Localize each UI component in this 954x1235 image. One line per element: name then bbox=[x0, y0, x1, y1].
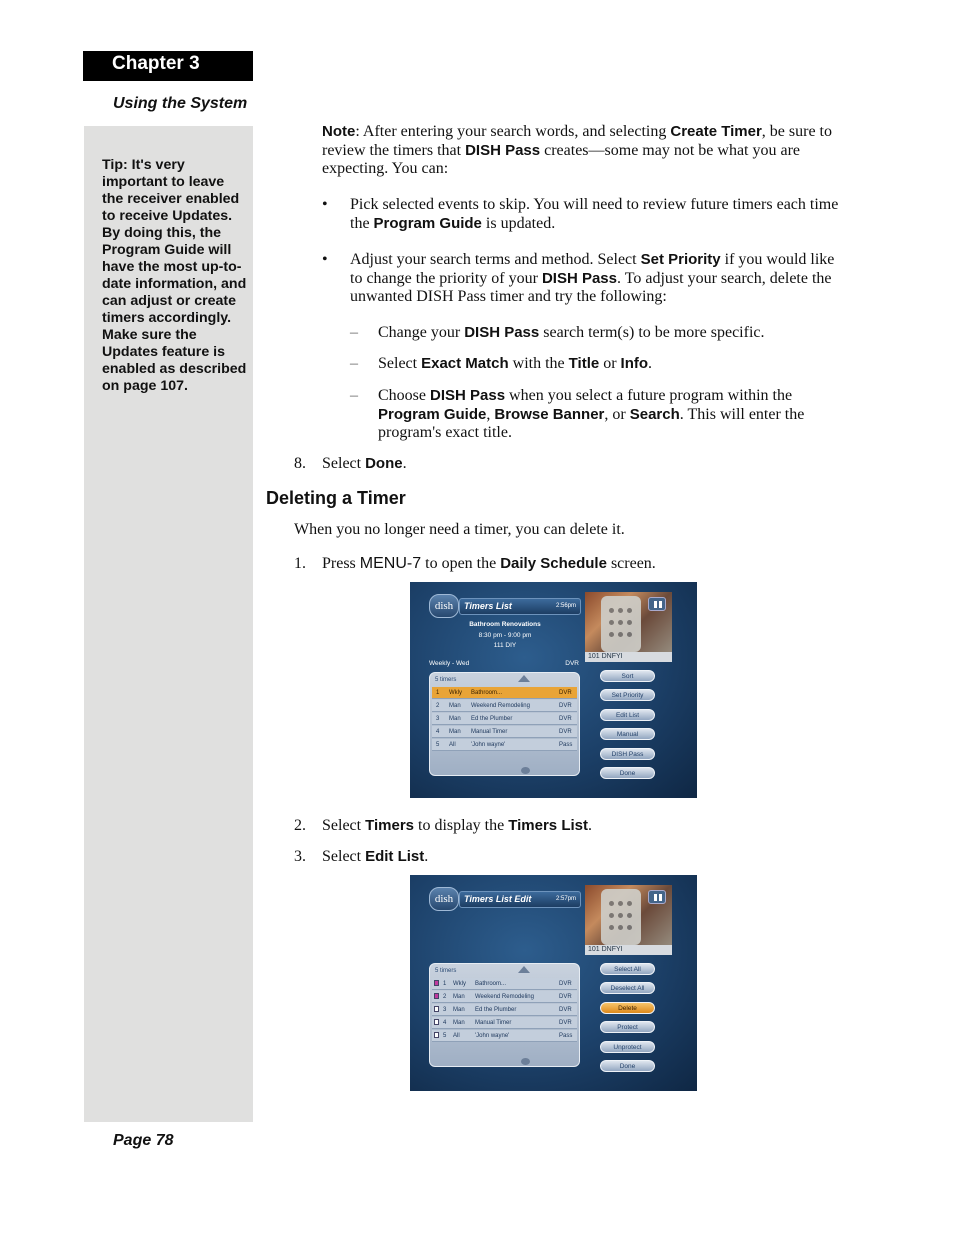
row-number: 1 bbox=[436, 690, 440, 696]
channel-label: 101 DNFYI bbox=[585, 652, 672, 662]
timer-count: 5 timers bbox=[435, 677, 457, 683]
program-name: Bathroom Renovations bbox=[469, 621, 541, 628]
table-row[interactable] bbox=[432, 687, 577, 699]
dash-mark: – bbox=[350, 387, 358, 404]
table-row[interactable] bbox=[432, 978, 577, 990]
sub-text: when you select a future program within the bbox=[505, 387, 793, 404]
bullet-mark: • bbox=[322, 251, 328, 268]
sub-text: . bbox=[648, 355, 653, 372]
table-row[interactable] bbox=[432, 1004, 577, 1016]
timers-list-screenshot bbox=[410, 582, 697, 798]
frequency-label: Weekly - Wed bbox=[429, 660, 470, 667]
done-button[interactable]: Done bbox=[600, 1060, 655, 1072]
browse-banner-term: Browse Banner bbox=[494, 405, 605, 423]
scroll-down-icon[interactable] bbox=[521, 1058, 530, 1065]
unprotect-button[interactable]: Unprotect bbox=[600, 1041, 655, 1053]
info-term: Info bbox=[620, 355, 649, 372]
timers-list-term: Timers List bbox=[508, 817, 588, 834]
pause-icon bbox=[648, 890, 666, 904]
bullet-text: . To adjust your search, delete the unwanted DISH Pass timer and try the following: bbox=[350, 269, 832, 305]
row-frequency: Man bbox=[453, 1007, 465, 1013]
timers-term: Timers bbox=[365, 817, 415, 834]
sub-text: with the bbox=[508, 355, 569, 372]
step-text: Select bbox=[322, 817, 366, 834]
chapter-tab bbox=[83, 51, 253, 81]
scroll-up-icon[interactable] bbox=[518, 966, 530, 973]
scroll-down-icon[interactable] bbox=[521, 767, 530, 774]
edit-list-term: Edit List bbox=[365, 848, 425, 865]
row-number: 4 bbox=[436, 729, 440, 735]
step-text: Select bbox=[322, 848, 366, 865]
row-number: 5 bbox=[443, 1033, 447, 1039]
bullet-text: if you would like to change the priority of your bbox=[350, 251, 835, 287]
type-tag: DVR bbox=[565, 660, 579, 667]
row-type: DVR bbox=[559, 1007, 572, 1013]
screen-titlebar bbox=[459, 891, 581, 908]
step-item bbox=[322, 848, 822, 867]
step-number: 3. bbox=[294, 848, 306, 865]
delete-button[interactable]: Delete bbox=[600, 1002, 655, 1014]
row-type: DVR bbox=[559, 703, 572, 709]
row-frequency: Wkly bbox=[453, 981, 466, 987]
checkbox-icon[interactable] bbox=[434, 993, 439, 999]
create-timer-term: Create Timer bbox=[670, 123, 762, 140]
row-number: 2 bbox=[443, 994, 447, 1000]
table-row[interactable] bbox=[432, 991, 577, 1003]
program-guide-term: Program Guide bbox=[378, 405, 487, 423]
step-text: . bbox=[424, 848, 429, 865]
row-frequency: All bbox=[453, 1033, 460, 1039]
timer-frequency bbox=[429, 660, 579, 667]
intro-paragraph: When you no longer need a timer, you can delete it. bbox=[294, 521, 625, 538]
screen-title: Timers List bbox=[464, 601, 512, 611]
sub-text: Change your bbox=[378, 324, 465, 341]
sub-text: Choose bbox=[378, 387, 430, 404]
row-name: Ed the Plumber bbox=[475, 1007, 517, 1013]
sidebar-tip: Tip: It's very important to leave the receiver enabled to receive Updates. By doing this, the Program Guide will have the most up-to-date information, and can adjust or create timers accordingly. Make sure the Updates feature is enabled as described on page 107. bbox=[102, 157, 247, 394]
step-text: . bbox=[588, 817, 592, 834]
row-type: DVR bbox=[559, 994, 572, 1000]
section-title: Using the System bbox=[113, 95, 248, 112]
table-row[interactable] bbox=[432, 726, 577, 738]
checkbox-icon[interactable] bbox=[434, 1019, 439, 1025]
picture-in-picture bbox=[585, 592, 672, 662]
row-type: DVR bbox=[559, 1020, 572, 1026]
row-type: DVR bbox=[559, 981, 572, 987]
dish-pass-button[interactable]: DISH Pass bbox=[600, 748, 655, 760]
note-text: , be sure to review the timers that bbox=[322, 123, 832, 159]
row-number: 4 bbox=[443, 1020, 447, 1026]
note-text: : After entering your search words, and selecting bbox=[355, 123, 671, 140]
chapter-label: Chapter 3 bbox=[112, 53, 200, 74]
checkbox-icon[interactable] bbox=[434, 980, 439, 986]
scroll-up-icon[interactable] bbox=[518, 675, 530, 682]
page-number: Page 78 bbox=[113, 1132, 174, 1149]
select-all-button[interactable]: Select All bbox=[600, 963, 655, 975]
step-number: 2. bbox=[294, 817, 306, 834]
protect-button[interactable]: Protect bbox=[600, 1021, 655, 1033]
sub-text: Select bbox=[378, 355, 422, 372]
row-frequency: Man bbox=[449, 729, 461, 735]
done-button[interactable]: Done bbox=[600, 767, 655, 779]
bullet-text: Pick selected events to skip. You will need to review future timers each time the bbox=[350, 196, 839, 232]
channel-label: 101 DNFYI bbox=[585, 945, 672, 955]
daily-schedule-term: Daily Schedule bbox=[500, 555, 607, 572]
row-type: DVR bbox=[559, 690, 572, 696]
sub-item bbox=[378, 324, 838, 343]
table-row[interactable] bbox=[432, 1017, 577, 1029]
step-text: Press bbox=[322, 555, 360, 572]
timers-list-edit-screenshot bbox=[410, 875, 697, 1091]
screen-titlebar bbox=[459, 598, 581, 615]
step-text: screen. bbox=[606, 555, 656, 572]
bullet-mark: • bbox=[322, 196, 328, 213]
remote-image bbox=[601, 889, 641, 945]
row-number: 3 bbox=[443, 1007, 447, 1013]
search-term: Search bbox=[629, 405, 680, 423]
sub-text: . This will enter the program's exact title. bbox=[378, 405, 805, 441]
screen-time: 2:57pm bbox=[555, 896, 576, 902]
sub-item bbox=[378, 355, 838, 374]
dish-pass-term: DISH Pass bbox=[464, 324, 540, 341]
step-text: to display the bbox=[414, 817, 509, 834]
row-name: Manual Timer bbox=[471, 729, 508, 735]
row-frequency: Man bbox=[453, 1020, 465, 1026]
sub-text: search term(s) to be more specific. bbox=[539, 324, 765, 341]
done-term: Done bbox=[365, 455, 403, 472]
dish-pass-term: DISH Pass bbox=[430, 387, 506, 404]
pause-icon bbox=[648, 597, 666, 611]
row-number: 1 bbox=[443, 981, 447, 987]
table-row[interactable] bbox=[432, 713, 577, 725]
step-item bbox=[322, 455, 822, 474]
table-row[interactable] bbox=[432, 700, 577, 712]
row-frequency: Wkly bbox=[449, 690, 462, 696]
dish-logo: dish bbox=[429, 887, 459, 911]
row-number: 2 bbox=[436, 703, 440, 709]
screen-time: 2:56pm bbox=[555, 603, 576, 609]
row-type: Pass bbox=[559, 1033, 573, 1039]
dash-mark: – bbox=[350, 324, 358, 341]
bullet-item bbox=[350, 251, 840, 307]
deselect-all-button[interactable]: Deselect All bbox=[600, 982, 655, 994]
picture-in-picture bbox=[585, 885, 672, 955]
row-type: DVR bbox=[559, 729, 572, 735]
sub-item bbox=[378, 387, 838, 443]
row-type: Pass bbox=[559, 742, 573, 748]
step-text: to open the bbox=[421, 555, 501, 572]
edit-list-button[interactable]: Edit List bbox=[600, 709, 655, 721]
row-name: Bathroom... bbox=[475, 981, 507, 987]
remote-image bbox=[601, 596, 641, 652]
menu-key-term: MENU-7 bbox=[359, 555, 422, 572]
row-name: 'John wayne' bbox=[471, 742, 506, 748]
program-airtime: 8:30 pm - 9:00 pm bbox=[478, 632, 532, 639]
timers-list[interactable] bbox=[429, 672, 580, 776]
sort-button[interactable]: Sort bbox=[600, 670, 655, 682]
section-heading: Deleting a Timer bbox=[266, 488, 406, 508]
row-type: DVR bbox=[559, 716, 572, 722]
note-text: creates—some may not be what you are expecting. You can: bbox=[322, 141, 801, 177]
table-row[interactable] bbox=[432, 739, 577, 751]
bullet-text: is updated. bbox=[481, 214, 556, 232]
sub-text: or bbox=[599, 355, 621, 372]
step-number: 8. bbox=[294, 455, 306, 472]
step-text: . bbox=[402, 455, 407, 472]
checkbox-icon[interactable] bbox=[434, 1006, 439, 1012]
program-guide-term: Program Guide bbox=[373, 214, 482, 232]
row-number: 3 bbox=[436, 716, 440, 722]
row-name: 'John wayne' bbox=[475, 1033, 510, 1039]
row-frequency: Man bbox=[453, 994, 465, 1000]
step-number: 1. bbox=[294, 555, 306, 572]
bullet-text: Adjust your search terms and method. Select bbox=[350, 251, 641, 268]
timers-edit-list[interactable] bbox=[429, 963, 580, 1067]
set-priority-button[interactable]: Set Priority bbox=[600, 689, 655, 701]
row-number: 5 bbox=[436, 742, 440, 748]
step-text: Select bbox=[322, 455, 366, 472]
title-term: Title bbox=[568, 355, 600, 372]
dish-pass-term: DISH Pass bbox=[541, 269, 617, 287]
note-paragraph bbox=[322, 123, 837, 179]
program-station: 111 DIY bbox=[493, 642, 517, 649]
step-item bbox=[322, 555, 822, 574]
sub-text: , bbox=[486, 405, 495, 423]
bullet-item bbox=[350, 196, 840, 233]
step-item bbox=[322, 817, 822, 836]
timer-count: 5 timers bbox=[435, 968, 457, 974]
row-name: Bathroom... bbox=[471, 690, 503, 696]
row-frequency: Man bbox=[449, 703, 461, 709]
dish-logo: dish bbox=[429, 594, 459, 618]
row-name: Weekend Remodeling bbox=[475, 994, 534, 1000]
exact-match-term: Exact Match bbox=[421, 355, 509, 372]
dash-mark: – bbox=[350, 355, 358, 372]
manual-button[interactable]: Manual bbox=[600, 728, 655, 740]
row-name: Ed the Plumber bbox=[471, 716, 513, 722]
dish-pass-term: DISH Pass bbox=[465, 141, 541, 159]
row-frequency: Man bbox=[449, 716, 461, 722]
row-name: Manual Timer bbox=[475, 1020, 512, 1026]
checkbox-icon[interactable] bbox=[434, 1032, 439, 1038]
set-priority-term: Set Priority bbox=[640, 251, 721, 268]
note-label: Note bbox=[322, 123, 356, 140]
sub-text: , or bbox=[604, 405, 630, 423]
row-frequency: All bbox=[449, 742, 456, 748]
screen-title: Timers List Edit bbox=[464, 894, 532, 904]
row-name: Weekend Remodeling bbox=[471, 703, 530, 709]
table-row[interactable] bbox=[432, 1030, 577, 1042]
